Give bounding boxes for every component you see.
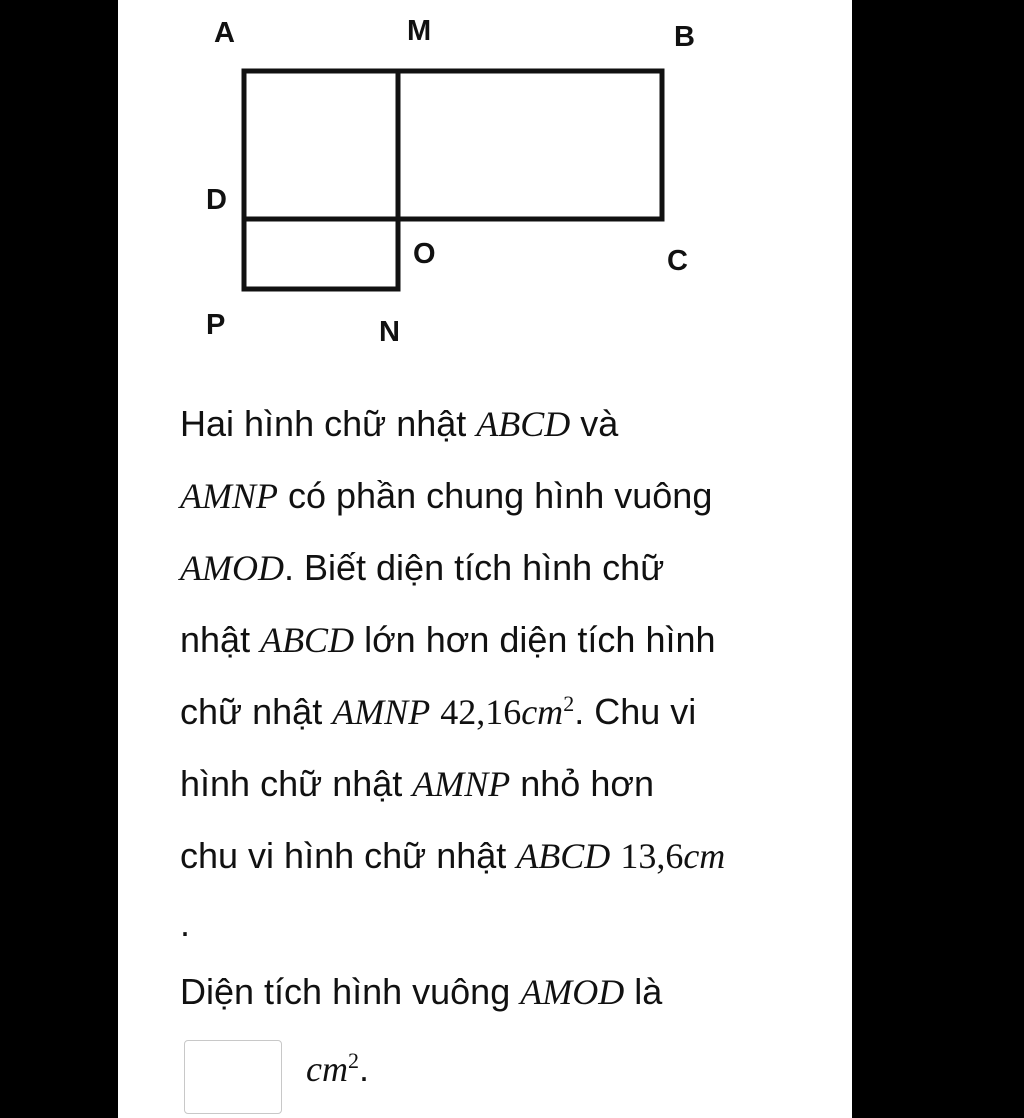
answer-row [180, 1034, 840, 1118]
area-difference-value: 42,16 [440, 692, 522, 732]
rectangle-amnp [244, 71, 398, 289]
answer-input[interactable] [184, 1040, 282, 1114]
question-line-2: AMNP có phần chung hình vuông [180, 475, 713, 516]
label-c: C [667, 245, 688, 277]
question-line-4: nhật ABCD lớn hơn diện tích hình [180, 619, 716, 660]
rectangles-diagram [118, 0, 852, 380]
question-card [118, 0, 852, 1118]
label-n: N [379, 316, 400, 348]
rectangle-abcd [244, 71, 662, 219]
math-abcd: ABCD [260, 620, 355, 660]
unit-cm: cm [683, 836, 726, 876]
label-p: P [206, 309, 226, 341]
math-abcd: ABCD [476, 404, 571, 444]
math-amod: AMOD [520, 972, 625, 1012]
label-a: A [214, 17, 235, 49]
answer-unit: $cm^2$. [306, 1048, 369, 1089]
question-line-9: Diện tích hình vuông AMOD là [180, 971, 663, 1012]
math-amnp: AMNP [332, 692, 431, 732]
label-m: M [407, 15, 432, 47]
math-amod: AMOD [180, 548, 284, 588]
math-amnp: AMNP [412, 764, 511, 804]
label-o: O [413, 238, 436, 270]
unit-cm: cm [521, 692, 564, 732]
perimeter-difference-value: 13,6 [620, 836, 684, 876]
question-line-5: chữ nhật AMNP $42,16cm^2$. Chu vi [180, 691, 697, 732]
question-line-1: Hai hình chữ nhật ABCD và [180, 403, 619, 444]
geometry-figure [118, 0, 852, 380]
question-text [180, 388, 830, 1028]
math-abcd: ABCD [516, 836, 611, 876]
question-line-8: . [180, 903, 191, 944]
label-b: B [674, 21, 695, 53]
question-line-3: AMOD. Biết diện tích hình chữ [180, 547, 665, 588]
question-line-7: chu vi hình chữ nhật ABCD 13,6cm [180, 835, 726, 876]
question-line-6: hình chữ nhật AMNP nhỏ hơn [180, 763, 654, 804]
label-d: D [206, 184, 227, 216]
math-amnp: AMNP [180, 476, 278, 516]
